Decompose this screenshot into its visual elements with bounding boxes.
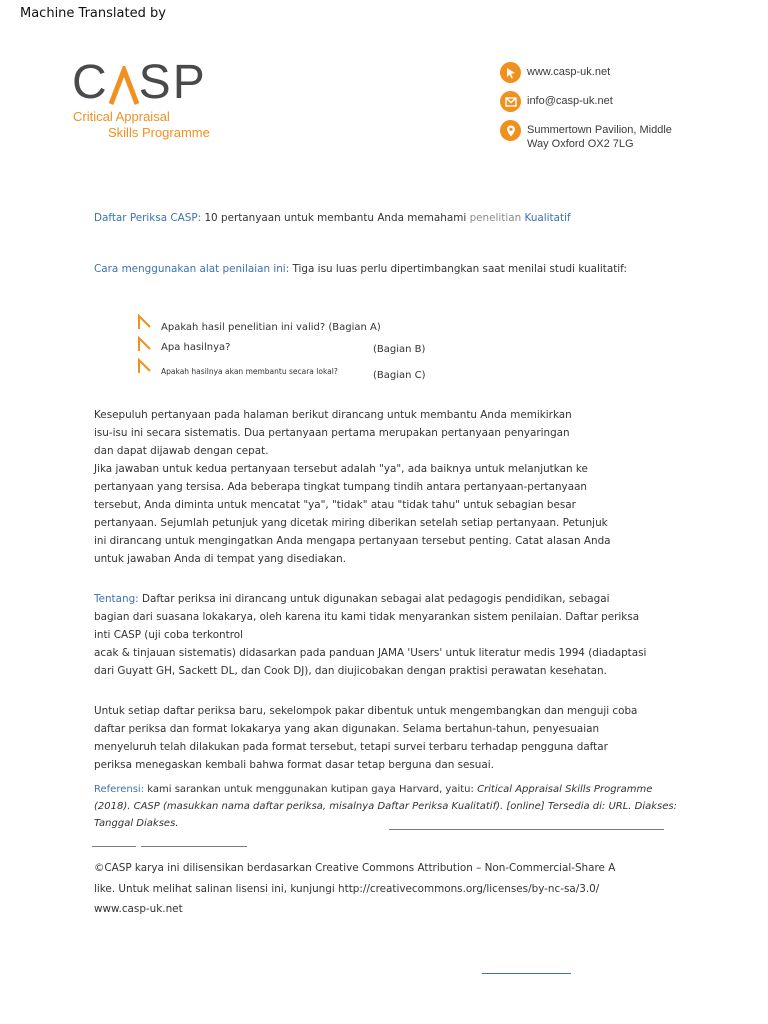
- about-line: inti CASP (uji coba terkontrol: [94, 629, 244, 641]
- chevron-orange-icon: [138, 336, 152, 352]
- logo-a-chevron-icon: [109, 66, 139, 106]
- divider-line: [141, 846, 247, 847]
- contact-email: [500, 91, 710, 112]
- about-paragraph: [94, 590, 714, 680]
- intro-line: Jika jawaban untuk kedua pertanyaan tersebut adalah "ya", ada baiknya untuk melanjutkan ke: [94, 463, 588, 475]
- link-underline: [482, 973, 571, 974]
- contact-web-text[interactable]: www.casp-uk.net: [527, 66, 611, 78]
- license-block: [94, 858, 714, 920]
- reference-text: kami sarankan untuk menggunakan kutipan gaya Harvard, yaitu:: [144, 784, 478, 795]
- contact-block: [500, 62, 710, 159]
- section-c-question: Apakah hasilnya akan membantu secara lokal?: [161, 367, 338, 376]
- howto-line: [94, 263, 627, 275]
- casp-logo: [72, 58, 232, 148]
- reference-italic-1: Critical Appraisal Skills Programme: [477, 784, 653, 795]
- title-kualitatif: Kualitatif: [521, 212, 571, 224]
- location-pin-icon: [500, 120, 521, 141]
- section-b-part: (Bagian B): [373, 344, 426, 355]
- logo-word: C SP: [72, 56, 207, 109]
- howto-text: Tiga isu luas perlu dipertimbangkan saat menilai studi kualitatif:: [289, 263, 627, 275]
- new-line: periksa menegaskan kembali bahwa format dasar tetap berguna dan sesuai.: [94, 759, 494, 771]
- contact-address: [500, 120, 710, 151]
- address-line-2: Way Oxford OX2 7LG: [527, 138, 634, 150]
- divider-line: [389, 829, 664, 830]
- about-line: dari Guyatt GH, Sackett DL, dan Cook DJ), dan diujicobakan dengan praktisi perawatan kesehatan.: [94, 665, 607, 677]
- divider-line: [92, 846, 136, 847]
- cursor-icon: [500, 62, 521, 83]
- logo-subtitle-2: Skills Programme: [108, 125, 210, 140]
- about-label: Tentang:: [94, 593, 139, 605]
- intro-line: pertanyaan yang tersisa. Ada beberapa tingkat tumpang tindih antara pertanyaan-pertanyaan: [94, 481, 588, 493]
- intro-line: tersebut, Anda diminta untuk mencatat "ya", "tidak" atau "tidak tahu" untuk sebagian besar: [94, 499, 576, 511]
- reference-block: [94, 781, 694, 832]
- intro-line: untuk jawaban Anda di tempat yang disediakan.: [94, 553, 347, 565]
- contact-address-text: [527, 120, 672, 151]
- intro-line: dan dapat dijawab dengan cepat.: [94, 445, 269, 457]
- license-website[interactable]: www.casp-uk.net: [94, 903, 183, 915]
- contact-email-text[interactable]: info@casp-uk.net: [527, 95, 613, 107]
- intro-line: pertanyaan. Sejumlah petunjuk yang dicetak miring diberikan setelah setiap pertanyaan. Petunjuk: [94, 517, 608, 529]
- title-penelitian: penelitian: [469, 212, 522, 224]
- title-prefix: Daftar Periksa CASP:: [94, 212, 202, 224]
- contact-web: [500, 62, 710, 83]
- title-text: 10 pertanyaan untuk membantu Anda memahami: [201, 212, 470, 224]
- section-b-question: Apa hasilnya?: [161, 342, 231, 353]
- logo-subtitle-1: Critical Appraisal: [73, 109, 170, 124]
- intro-paragraph: [94, 406, 694, 568]
- howto-label: Cara menggunakan alat penilaian ini:: [94, 263, 290, 275]
- section-a-question: Apakah hasil penelitian ini valid? (Bagian A): [161, 322, 381, 333]
- reference-label: Referensi:: [94, 784, 145, 795]
- intro-line: isu-isu ini secara sistematis. Dua pertanyaan pertama merupakan pertanyaan penyaringan: [94, 427, 570, 439]
- reference-italic-3: Tanggal Diakses.: [94, 818, 179, 829]
- envelope-icon: [500, 91, 521, 112]
- new-line: daftar periksa dan format lokakarya yang akan digunakan. Selama bertahun-tahun, penyesuaian: [94, 723, 600, 735]
- chevron-orange-icon: [138, 314, 152, 330]
- about-line: bagian dari suasana lokakarya, oleh karena itu kami tidak menyarankan sistem penilaian. Daftar periksa: [94, 611, 640, 623]
- license-line-2[interactable]: like. Untuk melihat salinan lisensi ini, kunjungi http://creativecommons.org/licenses/by-nc-sa/3.0/: [94, 882, 600, 895]
- new-checklist-paragraph: [94, 702, 714, 774]
- reference-italic-2: (2018). CASP (masukkan nama daftar periksa, misalnya Daftar Periksa Kualitatif). [online] Tersedia di: URL. Diakses:: [94, 801, 677, 812]
- license-line-1: ©CASP karya ini dilisensikan berdasarkan Creative Commons Attribution – Non-Commercial-Share A: [94, 862, 616, 874]
- new-line: Untuk setiap daftar periksa baru, sekelompok pakar dibentuk untuk mengembangkan dan menguji coba: [94, 705, 638, 717]
- intro-line: Kesepuluh pertanyaan pada halaman berikut dirancang untuk membantu Anda memikirkan: [94, 409, 572, 421]
- chevron-orange-icon: [138, 358, 152, 374]
- intro-line: ini dirancang untuk mengingatkan Anda mengapa pertanyaan tersebut penting. Catat alasan Anda: [94, 535, 611, 547]
- about-text: Daftar periksa ini dirancang untuk digunakan sebagai alat pedagogis pendidikan, sebagai: [138, 593, 610, 605]
- section-c-part: (Bagian C): [373, 370, 426, 381]
- machine-translated-label: Machine Translated by: [20, 6, 166, 21]
- address-line-1: Summertown Pavilion, Middle: [527, 124, 672, 136]
- about-line: acak & tinjauan sistematis) didasarkan pada panduan JAMA 'Users' untuk literatur medis 1994 (diadaptasi: [94, 647, 647, 659]
- about-line-1: [94, 590, 714, 608]
- checklist-title: [94, 212, 571, 224]
- new-line: menyeluruh telah dilakukan pada format tersebut, tetapi survei terbaru terhadap pengguna daftar: [94, 741, 608, 753]
